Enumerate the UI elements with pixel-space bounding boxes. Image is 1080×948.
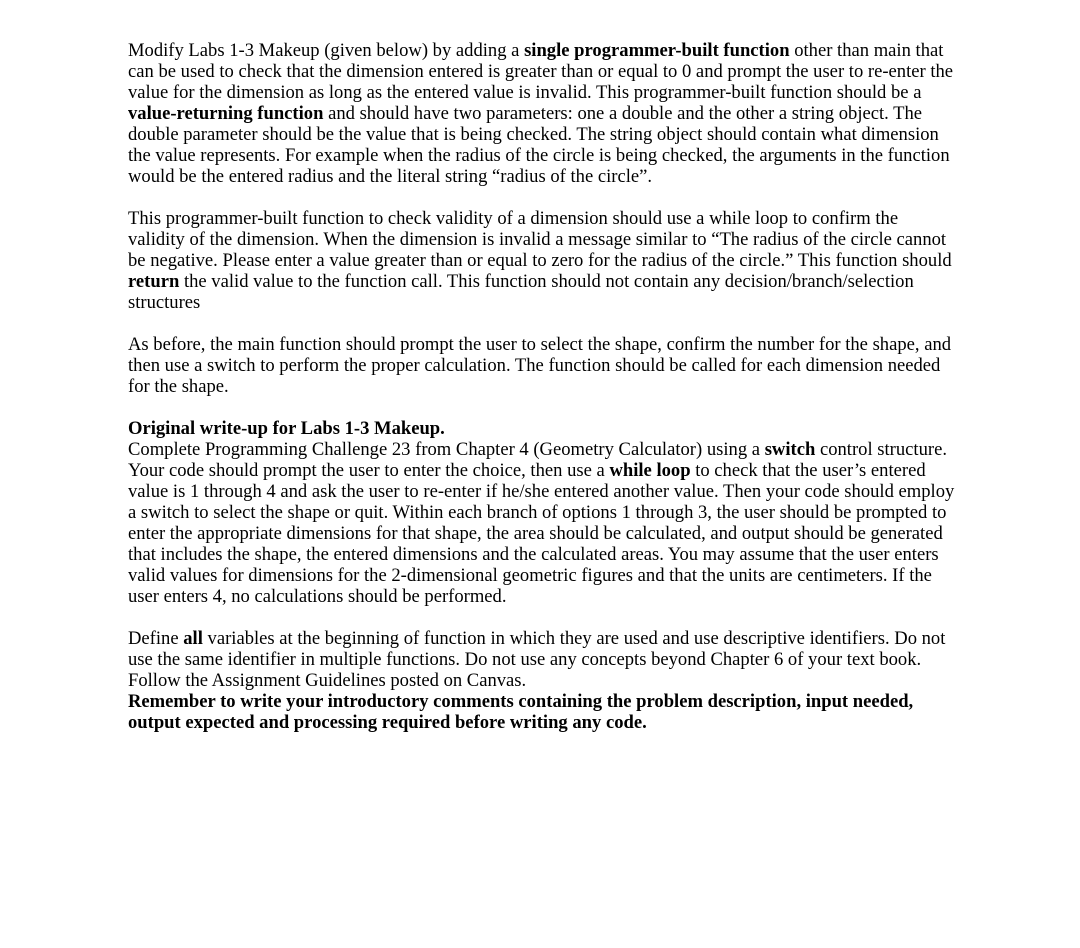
- requirements-bold-all: all: [183, 628, 203, 649]
- requirements-text-2: variables at the beginning of function in which they are used and use descriptive identifiers. Do not use the same identifier in multiple functions. Do not use any concepts beyond Chapter 6 of your text book. Follow the Assignment Guidelines posted on Canvas.: [128, 628, 946, 691]
- requirements-text-1: Define: [128, 628, 184, 649]
- original-bold-while-loop: while loop: [609, 460, 691, 481]
- original-text-1: Complete Programming Challenge 23 from Chapter 4 (Geometry Calculator) using a: [128, 439, 765, 460]
- original-text-2: control structure. Your code should prompt the user to enter the choice, then use a: [128, 439, 947, 481]
- original-text-3: to check that the user’s entered value is 1 through 4 and ask the user to re-enter if he/she entered another value. Then your code should employ a switch to select the shape or quit. Within each branch of options 1 through 3, the user should be prompted to enter the appropriate dimensions for that shape, the area should be calculated, and output should be generated that includes the shape, the entered dimensions and the calculated areas. You may assume that the user enters valid values for dimensions for the 2-dimensional geometric figures and that the units are centimeters. If the user enters 4, no calculations should be performed.: [128, 460, 955, 607]
- main-function-text: As before, the main function should prompt the user to select the shape, confirm the number for the shape, and then use a switch to perform the proper calculation. The function should be called for each dimension needed for the shape.: [128, 334, 952, 397]
- intro-text-1: Modify Labs 1-3 Makeup (given below) by adding a: [128, 40, 525, 61]
- original-bold-switch: switch: [764, 439, 816, 460]
- intro-bold-value-returning: value-returning function: [128, 103, 324, 124]
- validity-text-2: the valid value to the function call. This function should not contain any decision/branch/selection structures: [128, 271, 914, 313]
- document-page: [128, 40, 958, 754]
- requirements-bold-reminder: Remember to write your introductory comments containing the problem description, input needed, output expected and processing required before writing any code.: [128, 691, 914, 733]
- validity-paragraph: [128, 208, 958, 313]
- requirements-paragraph: [128, 628, 958, 733]
- main-function-paragraph: [128, 334, 958, 397]
- validity-text-1: This programmer-built function to check validity of a dimension should use a while loop to confirm the validity of the dimension. When the dimension is invalid a message similar to “The radius of the circle cannot be negative. Please enter a value greater than or equal to zero for the radius of the circle.” This function should: [128, 208, 952, 271]
- original-writeup-heading: Original write-up for Labs 1-3 Makeup.: [128, 418, 445, 439]
- validity-bold-return: return: [128, 271, 180, 292]
- intro-text-3: and should have two parameters: one a double and the other a string object. The double parameter should be the value that is being checked. The string object should contain what dimension the value represents. For example when the radius of the circle is being checked, the arguments in the function would be the entered radius and the literal string “radius of the circle”.: [128, 103, 950, 187]
- intro-bold-single-function: single programmer-built function: [524, 40, 790, 61]
- original-writeup-paragraph: [128, 418, 958, 607]
- intro-text-2: other than main that can be used to check that the dimension entered is greater than or equal to 0 and prompt the user to re-enter the value for the dimension as long as the entered value is invalid. This programmer-built function should be a: [128, 40, 954, 103]
- intro-paragraph: [128, 40, 958, 187]
